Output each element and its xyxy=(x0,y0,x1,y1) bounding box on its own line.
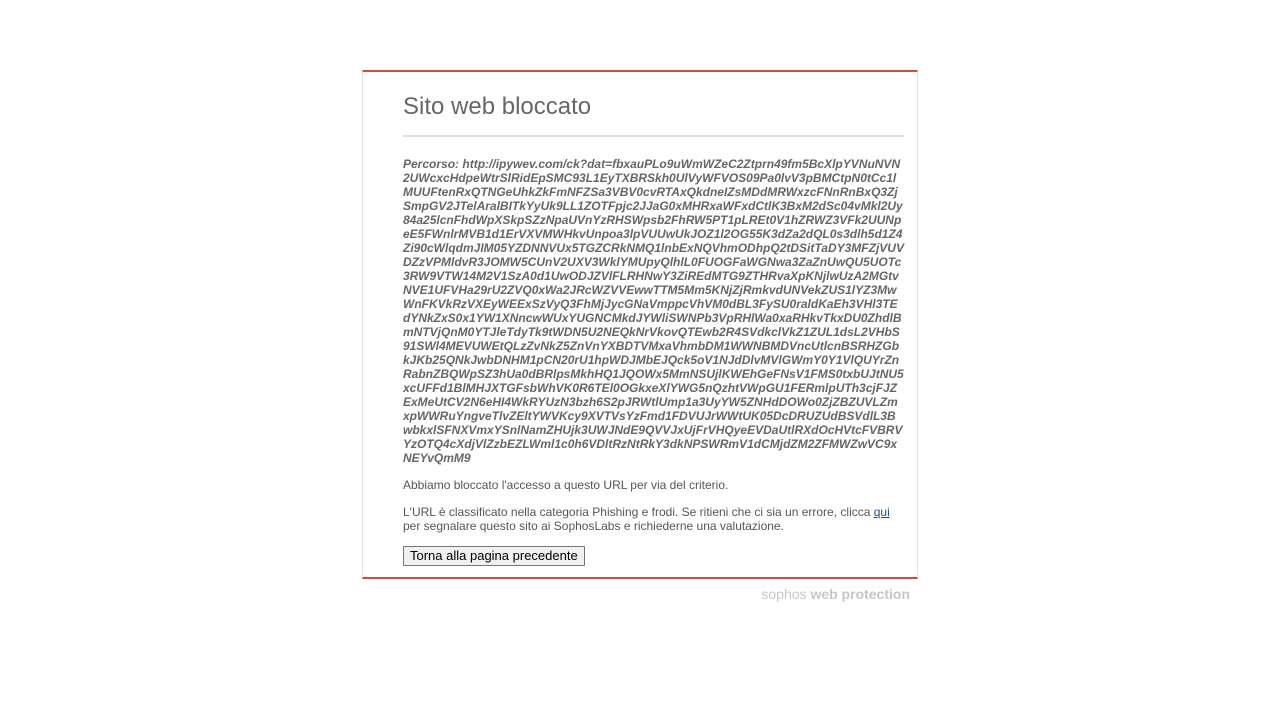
blocked-message: Abbiamo bloccato l'accesso a questo URL per via del criterio. xyxy=(403,478,729,492)
card-content xyxy=(403,72,904,566)
back-button[interactable]: Torna alla pagina precedente xyxy=(403,546,585,566)
brand-product: web protection xyxy=(810,586,910,602)
category-text: L'URL è classificato nella categoria Phishing e frodi. Se ritieni che ci sia un errore, clicca xyxy=(403,505,874,519)
path-url: http://ipywev.com/ck?dat=fbxauPLo9uWmWZeC2Ztprn49fm5BcXlpYVNuNVN2UWcxcHdpeWtrSlRidEpSMC93L1EyTXBRSkh0UlVyWFVOS09Pa0lvV3pBMCtpN0tCc1lMUUFtenRxQTNGeUhkZkFmNFZSa3VBV0cvRTAxQkdneIZsMDdMRWxzcFNnRnBxQ3ZjSmpGV2JTelAralBITkYyUk9LL1ZOTFpjc2JJaG0xMHRxaWFxdCtlK3BxM2dSc04vMkl2Uy84a25lcnFhdWpXSkpSZzNpaUVnYzRHSWpsb2FhRW5PT1pLREt0V1hZRWZ3VFk2UUNpeE5FWnlrMVB1d1ErVXVMWHkvUnpoa3lpVUUwUkJOZ1l2OG55K3dZa2dQL0s3dlh5d1Z4Zi90cWlqdmJIM05YZDNNVUx5TGZCRkNMQ1lnbExNQVhmODhpQ2tDSitTaDY3MFZjVUVDZzVPMldvR3JOMW5CUnV2UXV3WklYMUpyQlhlL0FUOGFaWGNwa3ZaZnUwQU5UOTc3RW9VTW14M2V1SzA0d1UwODJZVlFLRHNwY3ZiREdMTG9ZTHRvaXpKNjlwUzA2MGtvNVE1UFVHa29rU2ZVQ0xWa2JRcWZVVEwwTTM5Mm5KNjZjRmkvdUNVekZUS1lYZ3MwWnFKVkRzVXEyWEExSzVyQ3FhMjJycGNaVmppcVhVM0dBL3FySU0raldKaEh3VHl3TEdYNkZxS0x1YW1XNncwWUxYUGNCMkdJYWliSWNPb3VpRHlWa0xaRHkvTkxDU0ZhdlBmNTVjQnM0YTJleTdyTk9tWDN5U2NEQkNrVkovQTEwb2R4SVdkclVkZ1ZUL1dsL2VHbS91SWl4MEVUWEtQLzZvNkZ5ZnVnYXBDTVMxaVhmbDM1WWNBMDVncUtlcnBSRHZGbkJKb25QNkJwbDNHM1pCN20rU1hpWDJMbEJQck5oV1NJdDlvMVlGWmY0Y1VlQUYrZnRabnZBQWpSZ3hUa0dBRlpsMkhHQ1JQOWx5MmNSUjlKWEhGeFNsV1FMS0txbUJtNU5xcUFFd1BlMHJXTGFsbWhVK0R6TEl0OGkxeXlYWG5nQzhtVWpGU1FERmlpUTh3cjFJZExMeUtCV2N6eHI4WkRYUzN3bzh6S2pJRWtlUmp1a3UyYW5ZNHdDOWo0ZjZBZUVLZmxpWWRuYngveTlvZEltYWVKcy9XVTVsYzFmd1FDVUJrWWtUK05DcDRUZUdBSVdlL3BwbkxlSFNXVmxYSnlNamZHUjk3UWJNdE9QVVJxUjFrVHQyeEVDaUtlRXdOcHVtcFVBRVYzOTQ4cXdjVlZzbEZLWml1c0h6VDltRzNtRkY3dkNPSWRmV1dCMjdZM2ZFMWZwVC9xNEYvQmM9 xyxy=(403,157,904,465)
category-message xyxy=(403,505,904,533)
brand-name: sophos xyxy=(761,586,807,602)
report-link[interactable]: qui xyxy=(873,505,890,519)
blocked-page-card xyxy=(362,70,918,579)
path-label: Percorso: xyxy=(403,157,460,171)
category-text-continued: per segnalare questo sito ai SophosLabs e richiederne una valutazione. xyxy=(403,519,784,533)
title-divider xyxy=(403,135,904,137)
footer-brand xyxy=(362,586,910,602)
page-title: Sito web bloccato xyxy=(403,93,592,120)
blocked-url-path xyxy=(403,157,904,465)
